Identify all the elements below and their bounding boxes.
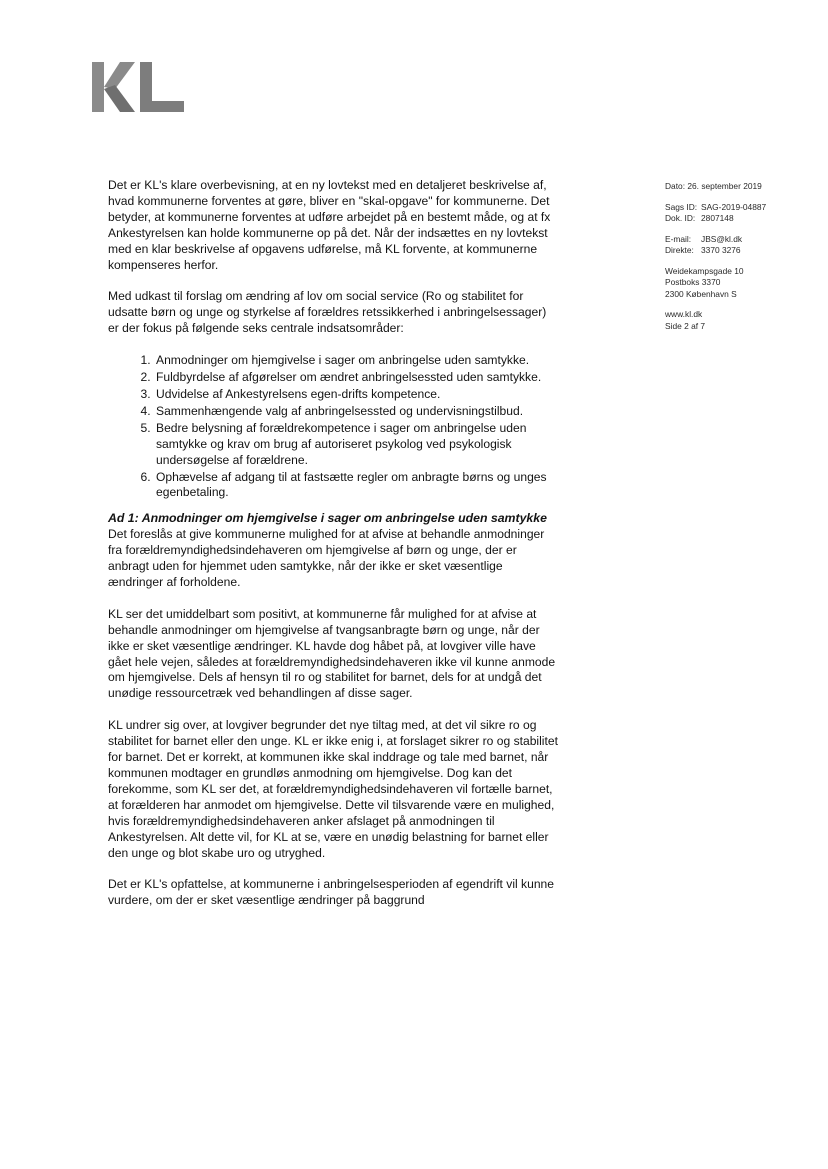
list-item: 6. Ophævelse af adgang til at fastsætte regler om anbragte børns og unges egenbetaling. (154, 470, 560, 502)
paragraph: Det foreslås at give kommunerne mulighed for at afvise at behandle anmodninger fra forældremyndighedsindehaveren om hjemgivelse af børn og unge, der er anbragt uden for hjemmet uden samtykke, når der ikke er sket væsentlige ændringer af forholdene. (108, 527, 545, 589)
page-number: Side 2 af 7 (665, 320, 706, 331)
sags-id-value: SAG-2019-04887 (701, 201, 767, 212)
focus-area-list (108, 353, 560, 501)
address-line: 2300 København S (665, 288, 737, 299)
email-value: JBS@kl.dk (701, 233, 743, 244)
paragraph: KL ser det umiddelbart som positivt, at kommunerne får mulighed for at afvise at behandle anmodninger om hjemgivelse af tvangsanbragte børn og unge, når der ikke er sket væsentlige ændringer. KL havde dog håbet på, at lovgiver ville have gået hele vejen, således at forældremyndighedsindehaveren ikke vil kunne anmode om hjemgivelse. Dels af hensyn til ro og stabilitet for barnet, dels for at undgå det unødige ressourcetræk ved behandlingen af disse sager. (108, 606, 556, 701)
paragraph: Det er KL's klare overbevisning, at en ny lovtekst med en detaljeret beskrivelse af, hvad kommunerne forventes at gøre, bliver en "skal-opgave" for kommunerne. Det betyder, at kommunerne forventes at udføre arbejdet på en bestemt måde, og at fx Ankestyrelsen kan holde kommunerne op på det. Når der indsættes en ny lovtekst med en klar beskrivelse af opgavens udførelse, må KL forvente, at kommunerne kompenseres herfor. (108, 178, 551, 272)
dok-id-label: Dok. ID: (665, 213, 696, 223)
address-line: Postboks 3370 (665, 277, 721, 287)
direkte-label: Direkte: (665, 245, 694, 255)
direkte-value: 3370 3276 (701, 245, 741, 255)
list-item: 4. Sammenhængende valg af anbringelsessted og undervisningstilbud. (154, 404, 560, 420)
list-item: 3. Udvidelse af Ankestyrelsens egen-drifts kompetence. (154, 387, 560, 403)
email-label: E-mail: (665, 233, 692, 244)
date: Dato: 26. september 2019 (665, 181, 762, 191)
letter-body (108, 178, 560, 925)
section-heading: Ad 1: Anmodninger om hjemgivelse i sager om anbringelse uden samtykke (108, 511, 547, 526)
sags-id-label: Sags ID: (665, 201, 698, 212)
dok-id-value: 2807148 (701, 213, 734, 223)
paragraph: Det er KL's opfattelse, at kommunerne i anbringelsesperioden af egendrift vil kunne vurdere, om der er sket væsentlige ændringer på baggrund (108, 877, 555, 908)
list-item: 2. Fuldbyrdelse af afgørelser om ændret anbringelsessted uden samtykke. (154, 370, 560, 386)
website: www.kl.dk (665, 309, 703, 319)
kl-logo (90, 58, 186, 116)
document-metadata (665, 181, 815, 341)
paragraph: KL undrer sig over, at lovgiver begrunder det nye tiltag med, at det vil sikre ro og stabilitet for barnet eller den unge. KL er ikke enig i, at forslaget sikrer ro og stabilitet for barnet. Det er korrekt, at kommunen ikke skal inddrage og tale med barnet, når kommunen modtager en grundløs anmodning om hjemgivelse. Dog kan det forekomme, som KL ser det, at forældremyndighedsindehaveren vil fortælle barnet, at forælderen har anmodet om hjemgivelse. Dette vil tilsvarende være en mulighed, hvis forældremyndighedsindehaveren anker afslaget på anmodningen til Ankestyrelsen. Alt dette vil, for KL at se, være en unødig belastning for barnet eller den unge og blot skabe uro og utryghed. (108, 718, 558, 860)
list-item: 1. Anmodninger om hjemgivelse i sager om anbringelse uden samtykke. (154, 353, 560, 369)
list-item: 5. Bedre belysning af forældrekompetence i sager om anbringelse uden samtykke og krav om brug af autoriseret psykolog ved psykologisk undersøgelse af forældrene. (154, 421, 560, 469)
paragraph: Med udkast til forslag om ændring af lov om social service (Ro og stabilitet for udsatte børn og unge og styrkelse af forældres retssikkerhed i anbringelsessager) er der fokus på følgende seks centrale indsatsområder: (108, 289, 547, 336)
address-line: Weidekampsgade 10 (665, 265, 744, 276)
